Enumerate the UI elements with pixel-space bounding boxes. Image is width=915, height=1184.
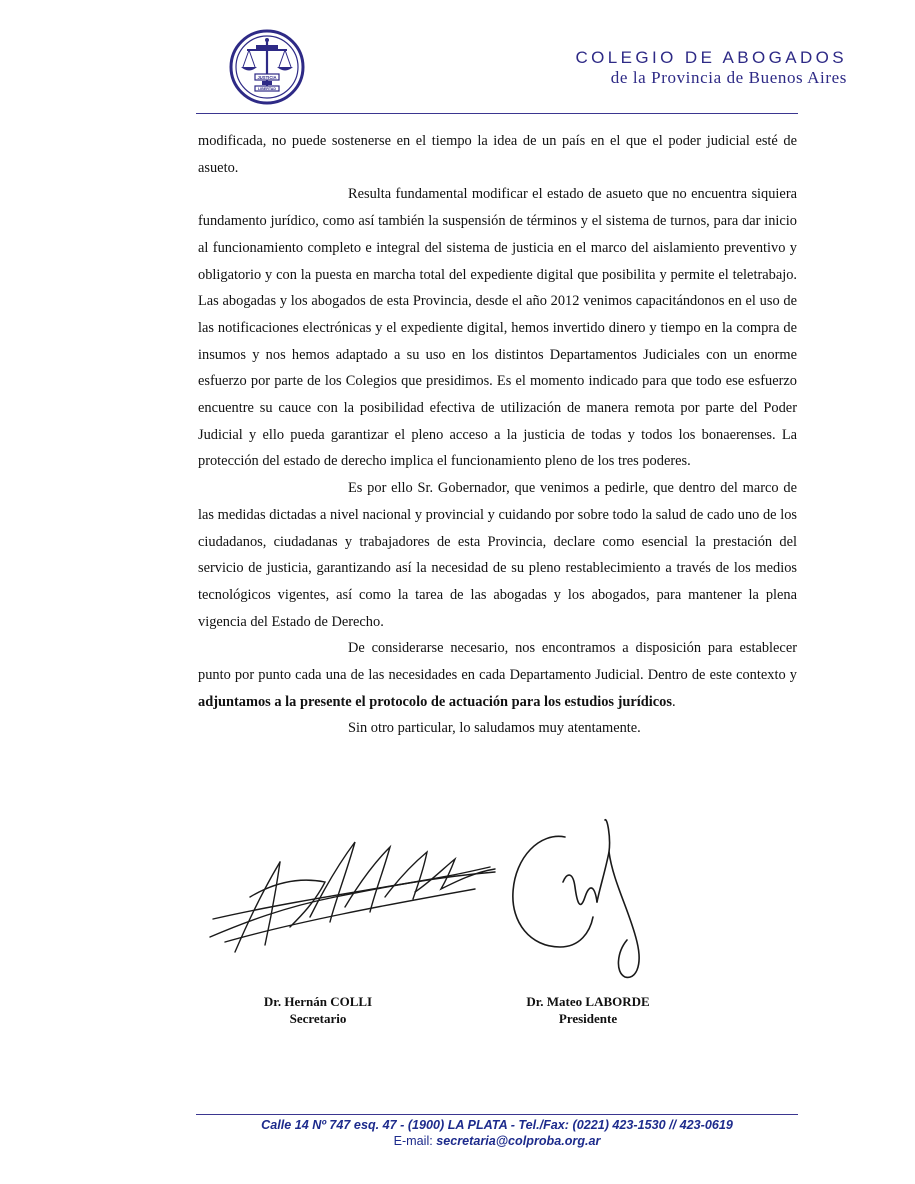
footer-email-link[interactable]: secretaria@colproba.org.ar xyxy=(436,1134,601,1148)
signer-role: Secretario xyxy=(289,1010,347,1026)
closing-line: Sin otro particular, lo saludamos muy atentamente. xyxy=(348,720,641,737)
letterhead-subtitle: de la Provincia de Buenos Aires xyxy=(610,68,847,87)
letterhead xyxy=(576,48,848,88)
college-seal-logo xyxy=(229,29,305,105)
paragraph-3: Es por ello Sr. Gobernador, que venimos a pedirle, que dentro del marco de las medidas dictadas a nivel nacional y provincial y cuidando por sobre todo la salud de cado uno de los ciudadanos, ciudadanas y trabajadores de esta Provincia, declare como esencial la prestación del servicio de justicia, garantizando así la necesidad de su pleno restablecimiento a través de los medios tecnológicos vigentes, así como la tarea de las abogadas y los abogados, para mantener la plena vigencia del Estado de Derecho. xyxy=(198,480,797,630)
seal-bottom-text: LIBERTAD xyxy=(258,87,276,91)
paragraph-4-bold: adjuntamos a la presente el protocolo de actuación para los estudios jurídicos xyxy=(198,693,672,710)
signer-name: Dr. Hernán COLLI xyxy=(263,994,373,1009)
seal-top-text: JUSTICIA xyxy=(257,75,277,80)
paragraph-2: Resulta fundamental modificar el estado de asueto que no encuentra siquiera fundamento jurídico, como así también la suspensión de términos y el sistema de turnos, para dar inicio al funcionamiento completo e integral del sistema de justicia en el marco del aislamiento preventivo y obligatorio y con la puesta en marcha total del expediente digital que posibilita y permite el teletrabajo. Las abogadas y los abogados de esta Provincia, desde el año 2012 venimos capacitándonos en el uso de las notificaciones electrónicas y el expediente digital, hemos invertido dinero y tiempo en la compra de insumos y nos hemos adaptado a su uso en los distintos Departamentos Judiciales con un enorme esfuerzo por parte de los Colegios que presidimos. Es el momento indicado para que todo ese esfuerzo encuentre su cauce con la posibilidad efectiva de utilización de manera remota por parte del Poder Judicial y ello pueda garantizar el pleno acceso a la justicia de todas y todos los bonaerenses. La protección del estado de derecho implica el funcionamiento pleno de los tres poderes. xyxy=(198,186,797,470)
signer-role: Presidente xyxy=(558,1010,618,1026)
letterhead-footer xyxy=(196,1117,798,1149)
footer-address: Calle 14 Nº 747 esq. 47 - (1900) LA PLATA - Tel./Fax: (0221) 423-1530 // 423-0619 xyxy=(261,1118,733,1132)
signature-colli xyxy=(205,827,500,967)
paragraph-4-start: De considerarse necesario, nos encontramos a disposición para establecer punto por punto cada una de las necesidades en cada Departamento Judicial. Dentro de este contexto y xyxy=(198,640,797,684)
signer-name: Dr. Mateo LABORDE xyxy=(526,994,650,1009)
letterhead-title: COLEGIO DE ABOGADOS xyxy=(575,48,847,67)
signer-colli xyxy=(238,994,398,1027)
letter-body xyxy=(198,128,797,742)
paragraph-4 xyxy=(198,635,797,715)
footer-email-line xyxy=(196,1133,798,1149)
signature-laborde xyxy=(505,812,655,984)
paragraph-4-end: . xyxy=(671,693,676,710)
footer-divider xyxy=(196,1114,798,1115)
signer-laborde xyxy=(508,994,668,1027)
footer-email-label: E-mail: xyxy=(393,1134,437,1148)
header-divider xyxy=(196,113,798,114)
paragraph-1: modificada, no puede sostenerse en el tiempo la idea de un país en el que el poder judicial esté de asueto. xyxy=(198,133,797,176)
signature-block xyxy=(205,812,655,997)
